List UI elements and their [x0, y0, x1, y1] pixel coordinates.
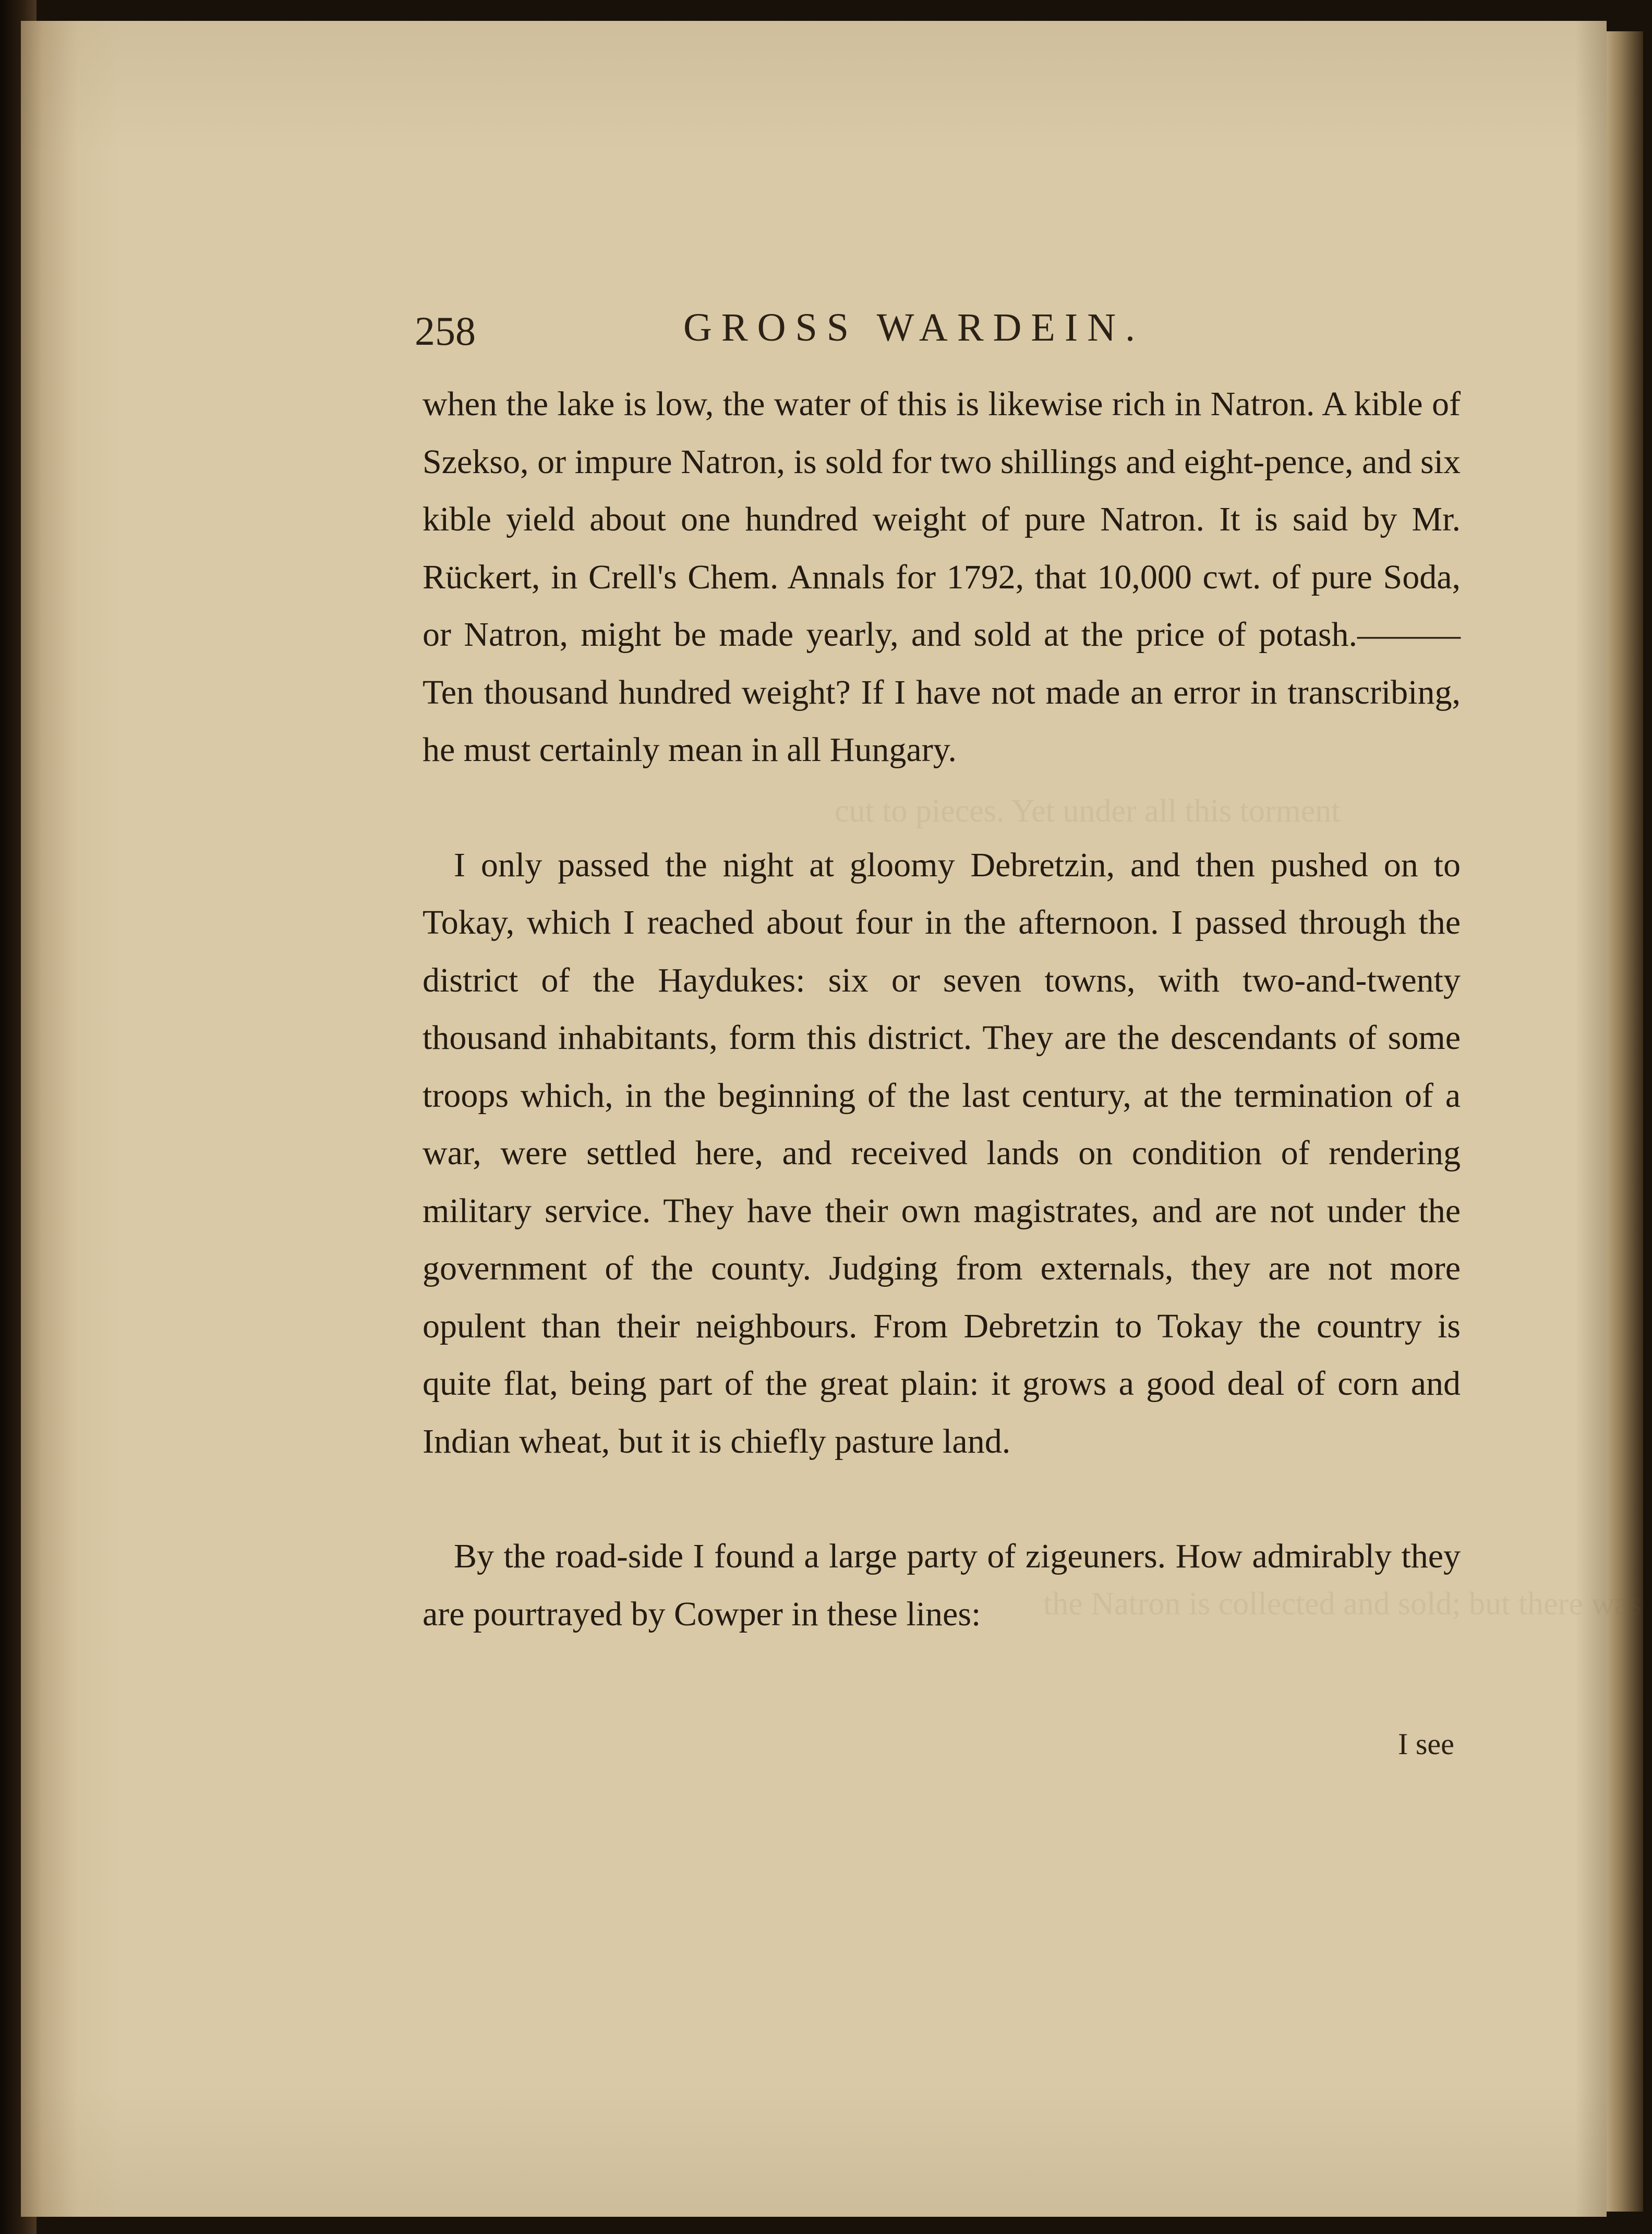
bleed-through-text: cut to pieces. Yet under all this torment [835, 793, 1341, 829]
page-edge [1607, 31, 1643, 2212]
paragraph-tokay: I only passed the night at gloomy Debretzin, and then pushed on to Tokay, which I reached about four in the afternoon. I passed through the district of the Haydukes: six or seven towns, with two-and-twenty thousand inhabitants, form this district. They are the descendants of some troops which, in the beginning of the last century, at the termination of a war, were settled here, and received lands on condition of rendering military service. They have their own magistrates, and are not under the government of the county. Judging from externals, they are not more opulent than their neighbours. From Debretzin to Tokay the country is quite flat, being part of the great plain: it grows a good deal of corn and Indian wheat, but it is chiefly pasture land. [423, 846, 1461, 1460]
catchword: I see [1398, 1727, 1454, 1761]
paragraph-continuation: when the lake is low, the water of this is likewise rich in Natron. A kible of Szekso, or impure Natron, is sold for two shillings and eight-pence, and six kible yield about one hundred weight of pure Natron. It is said by Mr. Rückert, in Crell's Chem. Annals for 1792, that 10,000 cwt. of pure Soda, or Natron, might be made yearly, and sold at the price of potash.———Ten thousand hundred weight? If I have not made an error in transcribing, he must certainly mean in all Hungary. [423, 385, 1461, 769]
page-number: 258 [415, 308, 476, 354]
bleed-through-text: the Natron is collected and sold; but there was [1043, 1586, 1642, 1622]
running-head: GROSS WARDEIN. [683, 306, 1145, 349]
paragraph-zigeuners: By the road-side I found a large party of zigeuners. How admirably they are pourtrayed by Cowper in these lines: [423, 1537, 1461, 1633]
body-text [423, 376, 1461, 1643]
